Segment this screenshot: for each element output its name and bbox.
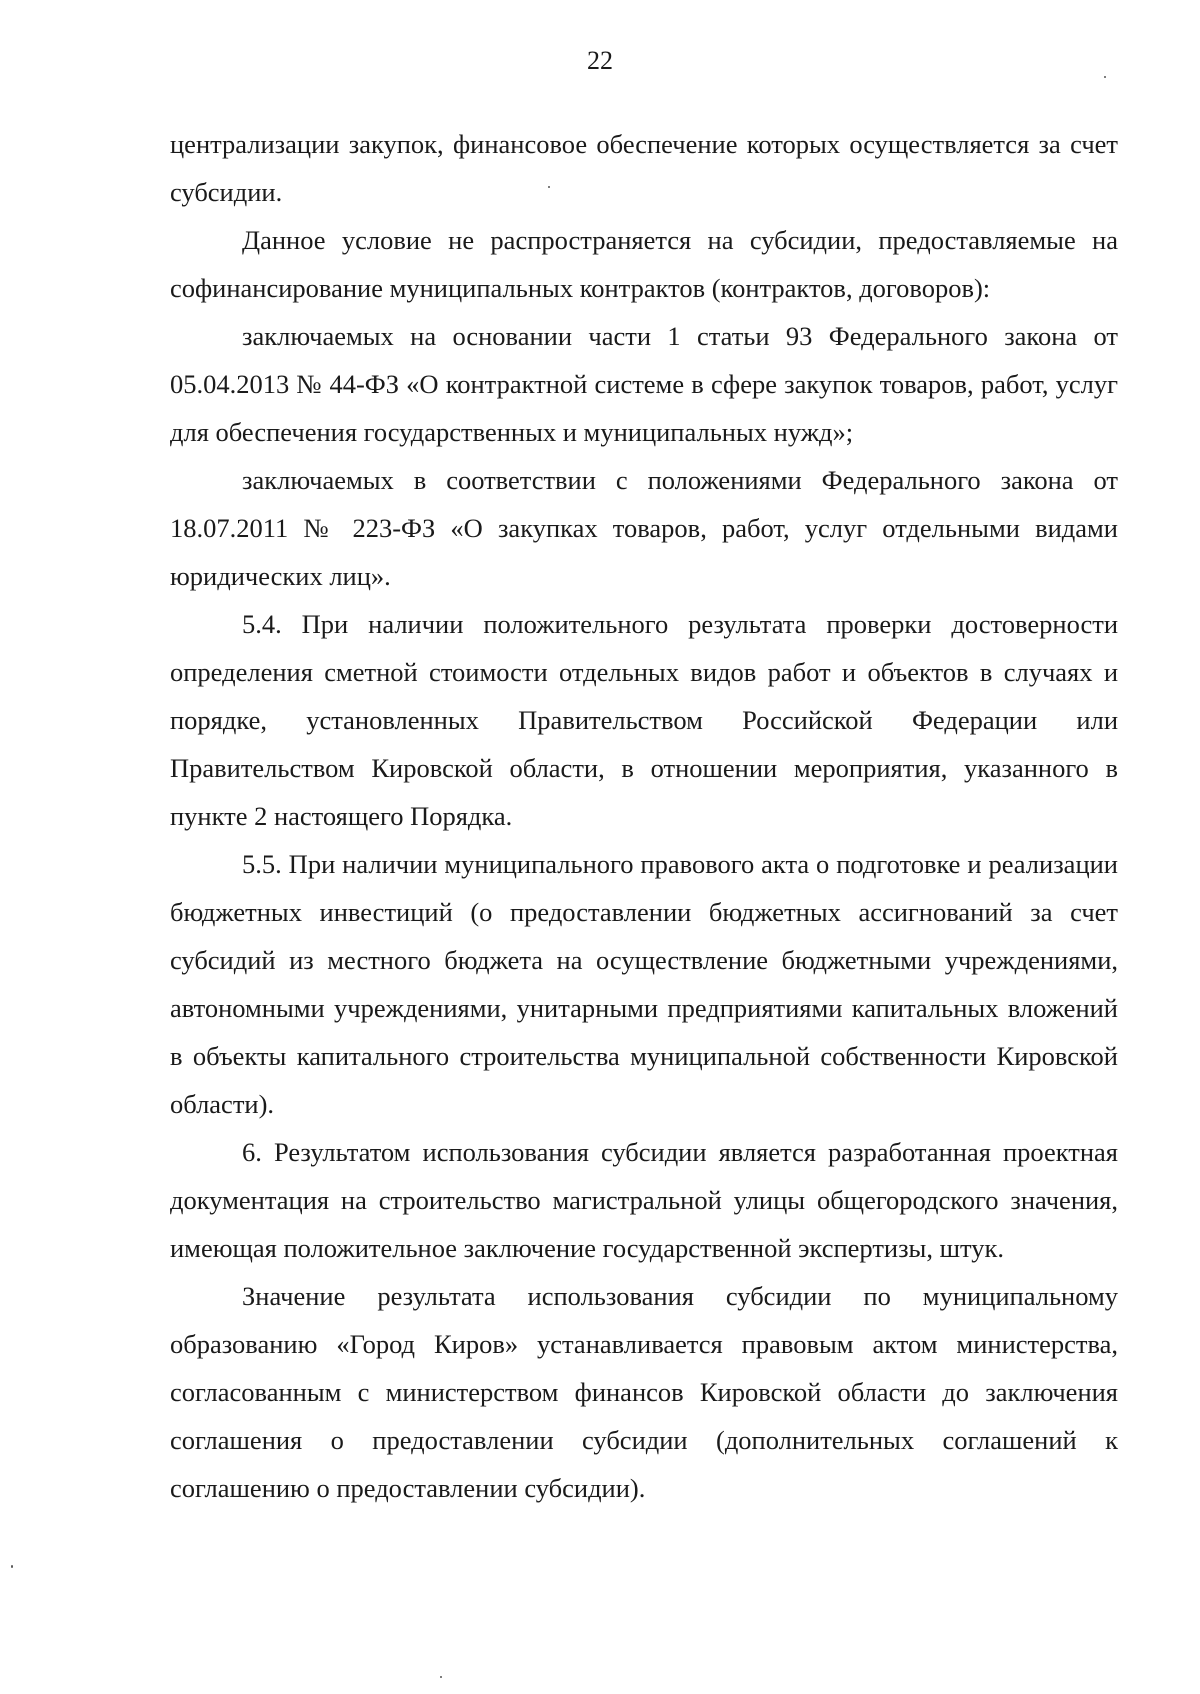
paragraph-6: 6. Результатом использования субсидии является разработанная проектная документация на строительство магистральной улицы общегородского значения, имеющая положительное заключение государственной экспертизы, штук. — [170, 1137, 1118, 1263]
document-body — [170, 120, 1118, 1512]
paragraph-3: заключаемых на основании части 1 статьи 93 Федерального закона от 05.04.2013 № 44-ФЗ «О контрактной системе в сфере закупок товаров, работ, услуг для обеспечения государственных и муниципальных нужд»; — [170, 321, 1118, 447]
paragraph-5-4: 5.4. При наличии положительного результата проверки достоверности определения сметной стоимости отдельных видов работ и объектов в случаях и порядке, установленных Правительством Российской Федерации или Правительством Кировской области, в отношении мероприятия, указанного в пункте 2 настоящего Порядка. — [170, 609, 1118, 831]
paragraph-5-5: 5.5. При наличии муниципального правового акта о подготовке и реализации бюджетных инвестиций (о предоставлении бюджетных ассигнований за счет субсидий из местного бюджета на осуществление бюджетными учреждениями, автономными учреждениями, унитарными предприятиями капитальных вложений в объекты капитального строительства муниципальной собственности Кировской области). — [170, 849, 1118, 1119]
paragraph-2: Данное условие не распространяется на субсидии, предоставляемые на софинансирование муниципальных контрактов (контрактов, договоров): — [170, 225, 1118, 303]
paragraph-4: заключаемых в соответствии с положениями Федерального закона от 18.07.2011 № 223-ФЗ «О закупках товаров, работ, услуг отдельными видами юридических лиц». — [170, 465, 1118, 591]
scan-speck — [440, 1676, 442, 1678]
paragraph-1: централизации закупок, финансовое обеспечение которых осуществляется за счет субсидии. — [170, 129, 1118, 207]
scan-speck — [1104, 76, 1106, 78]
scan-speck — [548, 186, 550, 188]
paragraph-6-value: Значение результата использования субсидии по муниципальному образованию «Город Киров» устанавливается правовым актом министерства, согласованным с министерством финансов Кировской области до заключения соглашения о предоставлении субсидии (дополнительных соглашений к соглашению о предоставлении субсидии). — [170, 1281, 1118, 1503]
scan-speck — [11, 1565, 13, 1568]
page-number: 22 — [587, 46, 613, 75]
